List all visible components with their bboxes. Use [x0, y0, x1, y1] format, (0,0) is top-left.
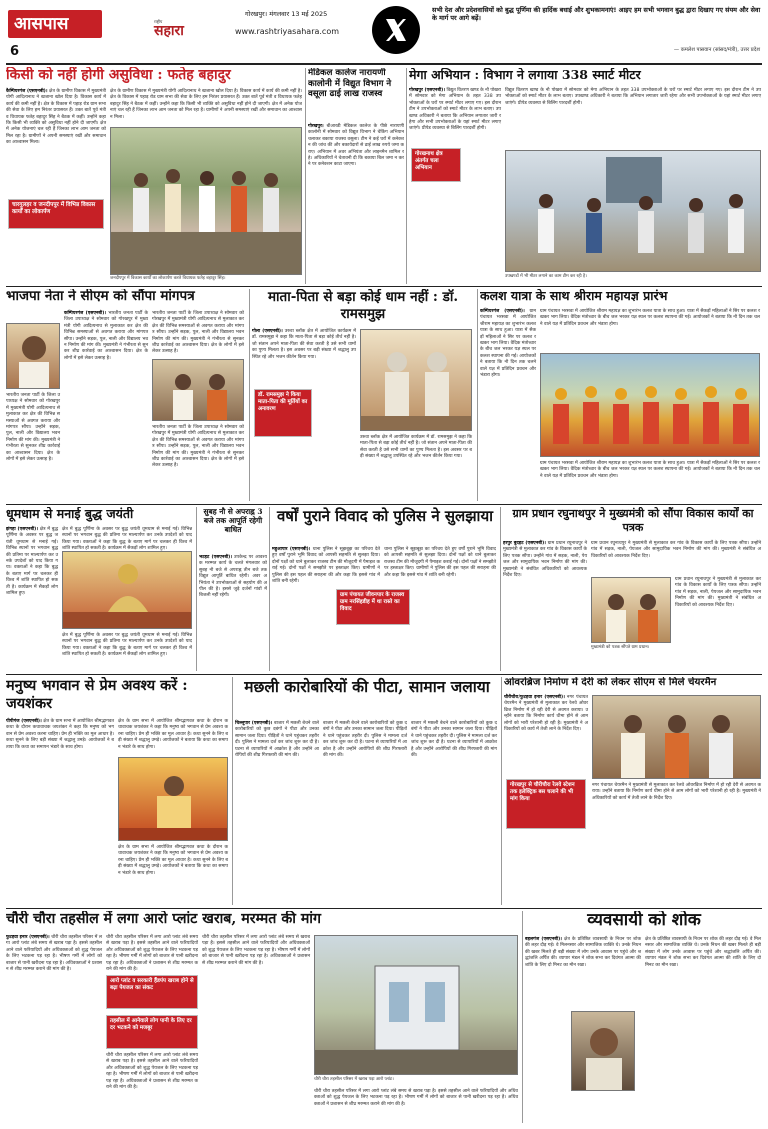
story-police-dispute	[272, 507, 498, 671]
subhead-box: चारगुलहर व जनदीपपुर में विभिन्न विकास कार्यों का लोकार्पण	[8, 199, 104, 229]
story-body-cont: ग्राम प्रधान रघुनाथपुर ने मुख्यमंत्री से मुलाकात कर गांव के विकास कार्यों के लिए पत्रक सौंपा। उन्होंने गांव में सड़क, नाली, पेयजल और सामुदायिक भवन निर्माण की मांग की। मुख्यमंत्री ने संबंधित अधिकारियों को आवश्यक निर्देश दिए।	[591, 541, 761, 559]
headline: वर्षों पुराने विवाद को पुलिस ने सुलझाया	[276, 507, 494, 525]
story-body: फुटहवा इनार (एसएनबी)। चौरी चौरा तहसील परिसर में लगा आरो प्लांट लंबे समय से खराब पड़ा है। इससे तहसील आने वाले फरियादियों और अधिवक्ताओं को शुद्ध पेयजल के लिए भटकना पड़ रहा है। भीषण गर्मी में लोगों को बाजार से पानी खरीदना पड़ रहा है। अधिवक्ताओं ने प्रशासन से शीघ्र मरम्मत कराने की मांग की है।	[6, 935, 102, 973]
divider	[522, 911, 523, 1123]
divider	[501, 677, 502, 905]
story-fateh-bahadur	[6, 67, 302, 285]
story-body-cont: थाना पुलिस ने सूझबूझ का परिचय देते हुए वर्षों पुराने भूमि विवाद को आपसी सहमति से सुलझा दिया। दोनों पक्षों को थाने बुलाकर राजस्व टीम की मौजूदगी में पैमाइश कराई गई। दोनों पक्षों ने समझौते पर हस्ताक्षर किए। ग्रामीणों ने पुलिस की इस पहल की सराहना की और कहा कि इससे गांव में शांति बनी रहेगी।	[384, 547, 496, 578]
headline: मछली कारोबारियों की पीटा, सामान जलाया	[244, 677, 490, 696]
story-photo	[314, 935, 518, 1075]
story-body-cont-2: क्षेत्र के ग्राम सभा में आयोजित श्रीमद्भागवत कथा के दौरान कथावाचक जयशंकर ने कहा कि मनुष्य को भगवान से प्रेम अवश्य करना चाहिए। प्रेम ही भक्ति का मूल आधार है। कथा सुनने के लिए बड़ी संख्या में श्रद्धालु उमड़े। आयोजकों ने बताया कि कथा का समापन भंडारे के साथ होगा।	[118, 845, 228, 876]
story-kalash-yatra	[480, 289, 762, 501]
divider	[477, 289, 478, 501]
story-photo	[62, 551, 192, 629]
story-body-cont-2: ग्राम पंचायत भरसवा में आयोजित श्रीराम महायज्ञ का शुभारंभ कलश यात्रा के साथ हुआ। यात्रा में सैकड़ों महिलाओं ने सिर पर कलश रखकर भाग लिया। वैदिक मंत्रोच्चार के बीच जल भरकर यज्ञ स्थल पर कलश स्थापना की गई। आयोजकों ने बताया कि नौ दिन तक चलने वाले यज्ञ में प्रतिदिन प्रवचन और भंडारा होगा।	[540, 461, 760, 479]
date-line	[245, 9, 355, 18]
masthead	[0, 0, 768, 62]
meeting-illustration	[592, 578, 671, 643]
quote-author: — कमलेश पासवान (सांसद/मंत्री), उत्तर प्रदेश	[673, 47, 760, 53]
story-ro-plant	[6, 911, 520, 1123]
story-bjp-leader	[6, 289, 246, 501]
story-body-cont: चौरी चौरा तहसील परिसर में लगा आरो प्लांट लंबे समय से खराब पड़ा है। इससे तहसील आने वाले फरियादियों और अधिवक्ताओं को शुद्ध पेयजल के लिए भटकना पड़ रहा है। भीषण गर्मी में लोगों को बाजार से पानी खरीदना पड़ रहा है। अधिवक्ताओं ने प्रशासन से शीघ्र मरम्मत कराने की मांग की है।	[106, 935, 198, 973]
headline: व्यवसायी को शोक	[587, 911, 701, 930]
divider	[500, 507, 501, 671]
procession-illustration	[541, 354, 760, 457]
row-rule	[6, 286, 762, 287]
story-buddha-jayanti	[6, 507, 194, 671]
story-condolence	[525, 911, 763, 1123]
story-photo	[360, 329, 472, 431]
masthead-quote: सभी देश और प्रदेशवासियों को बुद्ध पूर्णिमा की हार्दिक बधाई और शुभकामनाएं! आइए हम सभी भगवान बुद्ध द्वारा दिखाए गए संयम और सेवा के मार्ग पर आगे बढ़ें।	[432, 6, 761, 23]
story-body: गोरखपुर। बीआरडी मेडिकल कालेज के पीछे नारायणी कालोनी में सोमवार को विद्युत विभाग ने चेकिंग अभियान चलाकर बकाया राजस्व वसूला। टीम ने कई घरों में कनेक्शन की जांच की और बकायेदारों से ढाई लाख रुपये जमा कराए। अभियान में अवर अभियंता और लाइनमैन शामिल रहे। अधिकारियों ने चेतावनी दी कि बकाया बिल जमा न करने पर कनेक्शन काटा जाएगा।	[308, 124, 404, 168]
x-logo-icon	[372, 6, 420, 54]
story-medical-college	[308, 68, 404, 284]
divider	[269, 507, 270, 671]
story-body: चिल्लूपार (एसएनबी)। बाजार में मछली बेचने वाले कारोबारियों को कुछ दबंगों ने पीटा और उनका सामान जला दिया। पीड़ितों ने थाने पहुंचकर तहरीर दी। पुलिस ने मामला दर्ज कर जांच शुरू कर दी है। घटना से व्यापारियों में आक्रोश है और उन्होंने आरोपियों की शीघ्र गिरफ्तारी की मांग की।	[235, 721, 319, 759]
story-body-cont-2: क्षेत्र में बुद्ध पूर्णिमा के अवसर पर बुद्ध जयंती धूमधाम से मनाई गई। विभिन्न स्थानों पर भगवान बुद्ध की प्रतिमा पर माल्यार्पण कर उनके उपदेशों को याद किया गया। वक्ताओं ने कहा कि बुद्ध के बताए मार्ग पर चलकर ही विश्व में शांति स्थापित हो सकती है। कार्यक्रम में सैकड़ों लोग शामिल हुए।	[62, 633, 192, 658]
subhead-box: ग्राम पंचायत जीवनपार के राजस्व ग्राम नरसिंहडीह में था रास्ते का विवाद	[336, 589, 410, 625]
page-number: 6	[10, 44, 20, 59]
story-photo	[6, 323, 60, 389]
story-body-cont: विद्युत वितरण खण्ड के नौ पोखरा में सोमवार को मेगा अभियान के तहत 338 उपभोक्ताओं के घरों पर स्मार्ट मीटर लगाए गए। इस दौरान टीम ने उपभोक्ताओं को स्मार्ट मीटर के लाभ बताए। उपखण्ड अधिकारी ने बताया कि अभियान लगातार जारी रहेगा और सभी उपभोक्ताओं के यहां स्मार्ट मीटर लगाए जाएंगे। प्रीपेड व्यवस्था से बिलिंग पारदर्शी होगी।	[505, 88, 761, 106]
divider	[305, 68, 306, 284]
headline: मेगा अभियान : विभाग ने लगाया 338 स्मार्ट मीटर	[409, 68, 641, 82]
portrait-photo	[571, 1011, 635, 1091]
story-body-cont-2: ग्राम प्रधान रघुनाथपुर ने मुख्यमंत्री से मुलाकात कर गांव के विकास कार्यों के लिए पत्रक सौंपा। उन्होंने गांव में सड़क, नाली, पेयजल और सामुदायिक भवन निर्माण की मांग की। मुख्यमंत्री ने संबंधित अधिकारियों को आवश्यक निर्देश दिए।	[675, 577, 761, 608]
row-rule	[6, 674, 762, 675]
story-power-cut	[199, 507, 267, 671]
story-raghunathpur	[503, 507, 763, 671]
photo-caption: उपखण्डों में भी मीटर लगाने का काम टीम कर रही है।	[505, 274, 587, 279]
story-body: गोला (एसएनबी)। उरुवा ब्लॉक क्षेत्र में आयोजित कार्यक्रम में डॉ. रामसमुझ ने कहा कि माता-पिता से बड़ा कोई तीर्थ नहीं है। जो संतान अपने माता-पिता की सेवा करती है उसे सभी धामों का पुण्य मिलता है। इस अवसर पर बड़ी संख्या में श्रद्धालु उपस्थित रहे और भजन कीर्तन किया गया।	[252, 329, 356, 360]
meter-team-illustration	[506, 151, 761, 272]
x-logo	[372, 6, 420, 54]
story-body-cont: क्षेत्र में बुद्ध पूर्णिमा के अवसर पर बुद्ध जयंती धूमधाम से मनाई गई। विभिन्न स्थानों पर भगवान बुद्ध की प्रतिमा पर माल्यार्पण कर उनके उपदेशों को याद किया गया। वक्ताओं ने कहा कि बुद्ध के बताए मार्ग पर चलकर ही विश्व में शांति स्थापित हो सकती है। कार्यक्रम में सैकड़ों लोग शामिल हुए।	[62, 527, 192, 552]
row-rule	[6, 504, 762, 505]
story-body-cont-3: चौरी चौरा तहसील परिसर में लगा आरो प्लांट लंबे समय से खराब पड़ा है। इससे तहसील आने वाले फरियादियों और अधिवक्ताओं को शुद्ध पेयजल के लिए भटकना पड़ रहा है। भीषण गर्मी में लोगों को बाजार से पानी खरीदना पड़ रहा है। अधिवक्ताओं ने प्रशासन से शीघ्र मरम्मत कराने की मांग की है।	[202, 935, 310, 966]
portrait-illustration	[572, 1012, 635, 1091]
story-photo	[110, 127, 302, 275]
story-body-cont: क्षेत्र के ग्रामीण विकास में मुख्यमंत्री योगी आदित्यनाथ ने खजाना खोल दिया है। विकास कार्य में कार्य की कमी नहीं है। क्षेत्र के विकास में पहाड़ रोड ग्राम सभा की सेवा के लिए हम निरंतर प्रयासरत हैं। उक्त बातें पूर्व मंत्री व विधायक फतेह बहादुर सिंह ने बैठक में कहीं। उन्होंने कहा कि किसी भी व्यक्ति को असुविधा नहीं होने दी जाएगी। क्षेत्र में अनेक योजनाएं चल रही हैं जिनका लाभ आम जनता को मिल रहा है। ग्रामीणों ने अपनी समस्याएं रखीं और समाधान का आश्वासन मिला।	[110, 89, 302, 120]
subhead-box: गोरखनाथ क्षेत्र अंतर्गत चला अभियान	[411, 148, 461, 182]
headline: मनुष्य भगवान से प्रेम अवश्य करें : जयशंकर	[6, 677, 188, 712]
story-body: पीपीगंज (एसएनबी)। क्षेत्र के ग्राम सभा में आयोजित श्रीमद्भागवत कथा के दौरान कथावाचक जयशंकर ने कहा कि मनुष्य को भगवान से प्रेम अवश्य करना चाहिए। प्रेम ही भक्ति का मूल आधार है। कथा सुनने के लिए बड़ी संख्या में श्रद्धालु उमड़े। आयोजकों ने बताया कि कथा का समापन भंडारे के साथ होगा।	[6, 719, 114, 750]
story-body-cont: नगर पंचायत चेयरमैन ने मुख्यमंत्री से मुलाकात कर रेलवे ओवरब्रिज निर्माण में हो रही देरी से अवगत कराया। उन्होंने बताया कि निर्माण कार्य धीमा होने से आम लोगों को भारी परेशानी हो रही है। मुख्यमंत्री ने अधिकारियों को कार्य में तेजी लाने के निर्देश दिए।	[592, 783, 761, 801]
story-photo-2	[152, 359, 244, 421]
story-body-cont: उरुवा ब्लॉक क्षेत्र में आयोजित कार्यक्रम में डॉ. रामसमुझ ने कहा कि माता-पिता से बड़ा कोई तीर्थ नहीं है। जो संतान अपने माता-पिता की सेवा करती है उसे सभी धामों का पुण्य मिलता है। इस अवसर पर बड़ी संख्या में श्रद्धालु उपस्थित रहे और भजन कीर्तन किया गया।	[360, 435, 472, 460]
city-day: गोरखपुर। मंगलवार	[245, 10, 290, 18]
story-body: गोरखपुर (एसएनबी)। विद्युत वितरण खण्ड के नौ पोखरा में सोमवार को मेगा अभियान के तहत 338 उपभोक्ताओं के घरों पर स्मार्ट मीटर लगाए गए। इस दौरान टीम ने उपभोक्ताओं को स्मार्ट मीटर के लाभ बताए। उपखण्ड अधिकारी ने बताया कि अभियान लगातार जारी रहेगा और सभी उपभोक्ताओं के यहां स्मार्ट मीटर लगाए जाएंगे। प्रीपेड व्यवस्था से बिलिंग पारदर्शी होगी।	[409, 88, 501, 132]
story-body-cont: क्षेत्र के प्रतिष्ठित व्यवसायी के निधन पर शोक की लहर दौड़ गई। वे मिलनसार और सामाजिक व्यक्ति थे। उनके निधन की खबर मिलते ही बड़ी संख्या में लोग उनके आवास पर पहुंचे और श्रद्धांजलि अर्पित की। व्यापार मंडल ने शोक सभा कर दिवंगत आत्मा की शांति के लिए दो मिनट का मौन रखा।	[645, 937, 761, 968]
story-photo	[591, 577, 671, 643]
story-photo	[118, 757, 228, 841]
story-fish-traders	[235, 677, 499, 905]
headline: धूमधाम से मनाई बुद्ध जयंती	[6, 507, 134, 521]
paper-logo	[154, 19, 184, 38]
photo-caption: जनदीपपुर में विकास कार्यों का लोकार्पण करते विधायक फतेह बहादुर सिंह।	[110, 276, 226, 281]
ro-plant-illustration	[315, 936, 518, 1075]
story-overbridge	[504, 677, 763, 905]
story-jayshankar	[6, 677, 230, 905]
story-body-cont-2: चौरी चौरा तहसील परिसर में लगा आरो प्लांट लंबे समय से खराब पड़ा है। इससे तहसील आने वाले फरियादियों और अधिवक्ताओं को शुद्ध पेयजल के लिए भटकना पड़ रहा है। भीषण गर्मी में लोगों को बाजार से पानी खरीदना पड़ रहा है। अधिवक्ताओं ने प्रशासन से शीघ्र मरम्मत कराने की मांग की है।	[106, 1053, 198, 1091]
headline: ओवरब्रिज निर्माण में देरी को लेकर सीएम से मिले चेयरमैन	[504, 677, 717, 688]
katha-illustration	[119, 758, 228, 841]
section-title: आसपास	[14, 14, 69, 34]
story-body-cont: क्षेत्र के ग्राम सभा में आयोजित श्रीमद्भागवत कथा के दौरान कथावाचक जयशंकर ने कहा कि मनुष्य को भगवान से प्रेम अवश्य करना चाहिए। प्रेम ही भक्ति का मूल आधार है। कथा सुनने के लिए बड़ी संख्या में श्रद्धालु उमड़े। आयोजकों ने बताया कि कथा का समापन भंडारे के साथ होगा।	[118, 719, 228, 750]
row-rule	[6, 908, 762, 909]
subhead-box: डॉ. रामसमुझ ने किया माता-पिता की मूर्तियों का अनावरण	[254, 389, 312, 437]
story-body-cont: भारतीय जनता पार्टी के जिला उपाध्यक्ष ने सोमवार को गोरखपुर में मुख्यमंत्री योगी आदित्यनाथ से मुलाकात कर क्षेत्र की विभिन्न समस्याओं से अवगत कराया और मांगपत्र सौंपा। उन्होंने सड़क, पुल, नाली और विद्यालय भवन निर्माण की मांग की। मुख्यमंत्री ने गंभीरता से सुनकर शीघ्र कार्रवाई का आश्वासन दिया। क्षेत्र के लोगों में इसे लेकर उत्साह है।	[6, 393, 60, 463]
paper-logo-name: सहारा	[154, 23, 184, 39]
website: www.rashtriyasahara.com	[235, 27, 340, 36]
story-body-cont-3: भारतीय जनता पार्टी के जिला उपाध्यक्ष ने सोमवार को गोरखपुर में मुख्यमंत्री योगी आदित्यनाथ से मुलाकात कर क्षेत्र की विभिन्न समस्याओं से अवगत कराया और मांगपत्र सौंपा। उन्होंने सड़क, पुल, नाली और विद्यालय भवन निर्माण की मांग की। मुख्यमंत्री ने गंभीरता से सुनकर शीघ्र कार्रवाई का आश्वासन दिया। क्षेत्र के लोगों में इसे लेकर उत्साह है।	[152, 425, 244, 469]
story-photo	[540, 353, 760, 457]
buddha-illustration	[63, 552, 192, 629]
story-body-cont-4: चौरी चौरा तहसील परिसर में लगा आरो प्लांट लंबे समय से खराब पड़ा है। इससे तहसील आने वाले फरियादियों और अधिवक्ताओं को शुद्ध पेयजल के लिए भटकना पड़ रहा है। भीषण गर्मी में लोगों को बाजार से पानी खरीदना पड़ रहा है। अधिवक्ताओं ने प्रशासन से शीघ्र मरम्मत कराने की मांग की है।	[314, 1089, 518, 1107]
headline: चौरी चौरा तहसील में लगा आरो प्लांट खराब, मरम्मत की मांग	[6, 911, 321, 927]
divider	[249, 289, 250, 501]
statue-illustration	[361, 330, 472, 431]
headline: मेडिकल कालेज नारायणी कालोनी में विद्युत विभाग ने वसूला ढाई लाख राजस्व	[308, 68, 392, 99]
story-photo	[592, 695, 761, 779]
subhead-box-2: तहसील में आनेवाले लोग पानी के लिए दर दर भटकने को मजबूर	[106, 1015, 198, 1049]
story-body: कैम्पियरगंज (एसएनबी)। क्षेत्र के ग्रामीण विकास में मुख्यमंत्री योगी आदित्यनाथ ने खजाना खोल दिया है। विकास कार्य में कार्य की कमी नहीं है। क्षेत्र के विकास में पहाड़ रोड ग्राम सभा की सेवा के लिए हम निरंतर प्रयासरत हैं। उक्त बातें पूर्व मंत्री व विधायक फतेह बहादुर सिंह ने बैठक में कहीं। उन्होंने कहा कि किसी भी व्यक्ति को असुविधा नहीं होने दी जाएगी। क्षेत्र में अनेक योजनाएं चल रही हैं जिनका लाभ आम जनता को मिल रहा है। ग्रामीणों ने अपनी समस्याएं रखीं और समाधान का आश्वासन मिला।	[6, 89, 106, 146]
story-body: महुआपार (एसएनबी)। थाना पुलिस ने सूझबूझ का परिचय देते हुए वर्षों पुराने भूमि विवाद को आपसी सहमति से सुलझा दिया। दोनों पक्षों को थाने बुलाकर राजस्व टीम की मौजूदगी में पैमाइश कराई गई। दोनों पक्षों ने समझौते पर हस्ताक्षर किए। ग्रामीणों ने पुलिस की इस पहल की सराहना की और कहा कि इससे गांव में शांति बनी रहेगी।	[272, 547, 381, 585]
issue-year: 2025	[310, 10, 328, 18]
story-photo	[505, 150, 761, 272]
portrait-illustration	[7, 324, 60, 389]
divider	[196, 507, 197, 671]
story-body: चौरीचौरा/फुटहवा इनार (एसएनबी)। नगर पंचायत चेयरमैन ने मुख्यमंत्री से मुलाकात कर रेलवे ओवरब्रिज निर्माण में हो रही देरी से अवगत कराया। उन्होंने बताया कि निर्माण कार्य धीमा होने से आम लोगों को भारी परेशानी हो रही है। मुख्यमंत्री ने अधिकारियों को कार्य में तेजी लाने के निर्देश दिए।	[504, 695, 588, 733]
subhead-box: गोरखपुर से चौरीचौरा रेलवे स्टेशन तक इलेक्ट्रिक बस चलाने की भी मांग किया	[506, 779, 586, 829]
headline: किसी को नहीं होगी असुविधा : फतेह बहादुर	[6, 67, 231, 83]
story-body: बहलगंज (एसएनबी)। क्षेत्र के प्रतिष्ठित व्यवसायी के निधन पर शोक की लहर दौड़ गई। वे मिलनसार और सामाजिक व्यक्ति थे। उनके निधन की खबर मिलते ही बड़ी संख्या में लोग उनके आवास पर पहुंचे और श्रद्धांजलि अर्पित की। व्यापार मंडल ने शोक सभा कर दिवंगत आत्मा की शांति के लिए दो मिनट का मौन रखा।	[525, 937, 641, 968]
divider	[232, 677, 233, 905]
meeting-illustration	[593, 696, 761, 779]
meeting-illustration	[153, 360, 244, 421]
story-body-cont: ग्राम पंचायत भरसवा में आयोजित श्रीराम महायज्ञ का शुभारंभ कलश यात्रा के साथ हुआ। यात्रा में सैकड़ों महिलाओं ने सिर पर कलश रखकर भाग लिया। वैदिक मंत्रोच्चार के बीच जल भरकर यज्ञ स्थल पर कलश स्थापना की गई। आयोजकों ने बताया कि नौ दिन तक चलने वाले यज्ञ में प्रतिदिन प्रवचन और भंडारा होगा।	[540, 309, 760, 327]
headline: माता-पिता से बड़ा कोई धाम नहीं : डॉ. रामसमुझ	[267, 289, 459, 322]
divider	[406, 68, 407, 284]
issue-date: 13 मई	[291, 10, 309, 18]
story-body: हरपुर बुदहट (एसएनबी)। ग्राम प्रधान रघुनाथपुर ने मुख्यमंत्री से मुलाकात कर गांव के विकास कार्यों के लिए पत्रक सौंपा। उन्होंने गांव में सड़क, नाली, पेयजल और सामुदायिक भवन निर्माण की मांग की। मुख्यमंत्री ने संबंधित अधिकारियों को आवश्यक निर्देश दिए।	[503, 541, 587, 579]
story-ram-samujh	[252, 289, 474, 501]
story-body: कम्पियरगंज (एसएनबी)। ग्राम पंचायत भरसवा में आयोजित श्रीराम महायज्ञ का शुभारंभ कलश यात्रा के साथ हुआ। यात्रा में सैकड़ों महिलाओं ने सिर पर कलश रखकर भाग लिया। वैदिक मंत्रोच्चार के बीच जल भरकर यज्ञ स्थल पर कलश स्थापना की गई। आयोजकों ने बताया कि नौ दिन तक चलने वाले यज्ञ में प्रतिदिन प्रवचन और भंडारा होगा।	[480, 309, 536, 379]
story-body-cont: बाजार में मछली बेचने वाले कारोबारियों को कुछ दबंगों ने पीटा और उनका सामान जला दिया। पीड़ितों ने थाने पहुंचकर तहरीर दी। पुलिस ने मामला दर्ज कर जांच शुरू कर दी है। घटना से व्यापारियों में आक्रोश है और उन्होंने आरोपियों की शीघ्र गिरफ्तारी की मांग की।	[323, 721, 407, 759]
headline: भाजपा नेता ने सीएम को सौंपा मांगपत्र	[6, 289, 195, 304]
headline: कलश यात्रा के साथ श्रीराम महायज्ञ प्रारंभ	[480, 289, 668, 303]
photo-caption: चौरी चौरा तहसील परिसर में खराब पड़ा आरो प्लांट।	[314, 1077, 394, 1082]
photo-caption: मुख्यमंत्री को पत्रक सौंपते ग्राम प्रधान।	[591, 645, 650, 650]
story-body-cont-2: बाजार में मछली बेचने वाले कारोबारियों को कुछ दबंगों ने पीटा और उनका सामान जला दिया। पीड़ितों ने थाने पहुंचकर तहरीर दी। पुलिस ने मामला दर्ज कर जांच शुरू कर दी है। घटना से व्यापारियों में आक्रोश है और उन्होंने आरोपियों की शीघ्र गिरफ्तारी की मांग की।	[411, 721, 497, 759]
masthead-rule	[6, 63, 762, 65]
story-body-cont-2: भारतीय जनता पार्टी के जिला उपाध्यक्ष ने सोमवार को गोरखपुर में मुख्यमंत्री योगी आदित्यनाथ से मुलाकात कर क्षेत्र की विभिन्न समस्याओं से अवगत कराया और मांगपत्र सौंपा। उन्होंने सड़क, पुल, नाली और विद्यालय भवन निर्माण की मांग की। मुख्यमंत्री ने गंभीरता से सुनकर शीघ्र कार्रवाई का आश्वासन दिया। क्षेत्र के लोगों में इसे लेकर उत्साह है।	[152, 311, 244, 355]
headline: सुबह नौ से अपराह्न 3 बजे तक आपूर्ति रहेगी बाधित	[203, 507, 263, 535]
story-smart-meter	[409, 68, 763, 284]
crowd-illustration	[111, 128, 302, 275]
story-body: भटहट (एसएनबी)। उपकेन्द्र पर आवश्यक मरम्मत कार्य के चलते मंगलवार को सुबह नौ बजे से अपराह्न तीन बजे तक विद्युत आपूर्ति बाधित रहेगी। अवर अभियंता ने उपभोक्ताओं से सहयोग की अपील की है। इससे जुड़े दर्जनों गांवों में बिजली नहीं रहेगी।	[199, 555, 267, 599]
headline: ग्राम प्रधान रघुनाथपुर ने मुख्यमंत्री को सौंपा विकास कार्यों का पत्रक	[512, 507, 754, 534]
subhead-box-1: आरो प्लांट व सरकारी हैंडपंप खराब होने से बढ़ा पेयजल का संकट	[106, 975, 198, 1009]
paper-logo-small: राष्ट्रीय	[154, 19, 163, 24]
story-body: झंगहा (एसएनबी)। क्षेत्र में बुद्ध पूर्णिमा के अवसर पर बुद्ध जयंती धूमधाम से मनाई गई। विभिन्न स्थानों पर भगवान बुद्ध की प्रतिमा पर माल्यार्पण कर उनके उपदेशों को याद किया गया। वक्ताओं ने कहा कि बुद्ध के बताए मार्ग पर चलकर ही विश्व में शांति स्थापित हो सकती है। कार्यक्रम में सैकड़ों लोग शामिल हुए।	[6, 527, 58, 597]
story-body: कम्पियरगंज (एसएनबी)। भारतीय जनता पार्टी के जिला उपाध्यक्ष ने सोमवार को गोरखपुर में मुख्यमंत्री योगी आदित्यनाथ से मुलाकात कर क्षेत्र की विभिन्न समस्याओं से अवगत कराया और मांगपत्र सौंपा। उन्होंने सड़क, पुल, नाली और विद्यालय भवन निर्माण की मांग की। मुख्यमंत्री ने गंभीरता से सुनकर शीघ्र कार्रवाई का आश्वासन दिया। क्षेत्र के लोगों में इसे लेकर उत्साह है।	[64, 311, 148, 361]
